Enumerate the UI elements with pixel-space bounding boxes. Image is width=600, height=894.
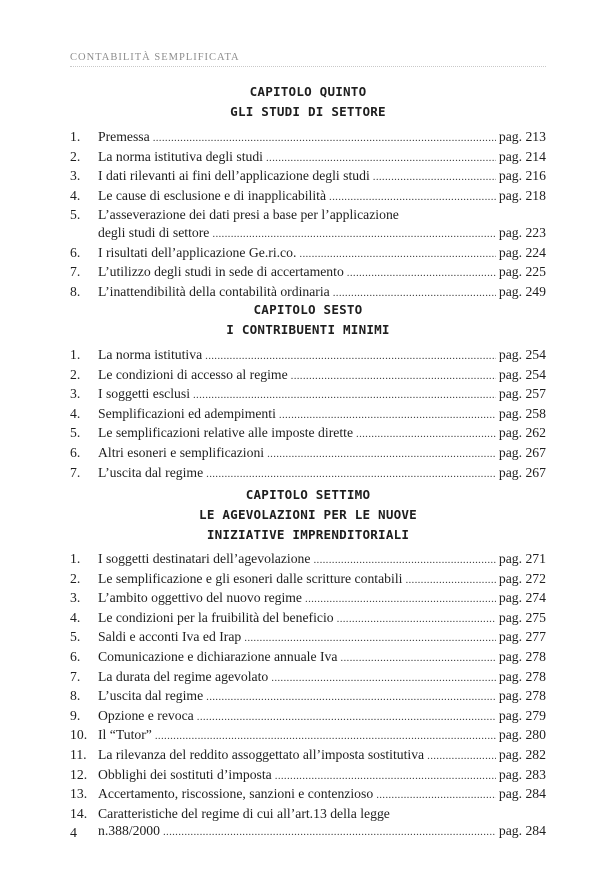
entry-title: L’inattendibilità della contabilità ordinaria xyxy=(98,283,330,299)
entry-page: pag. 278 xyxy=(498,688,546,704)
chapter-title: GLI STUDI DI SETTORE xyxy=(230,104,386,119)
entry-title: Opzione e revoca xyxy=(98,707,194,723)
entry-title: L’asseverazione dei dati presi a base per l’applicazione xyxy=(98,207,399,223)
entry-number: 1. xyxy=(70,347,81,362)
entry-page: pag. 284 xyxy=(498,823,546,839)
entry-number: 6. xyxy=(70,648,81,664)
dot-leader xyxy=(405,572,495,590)
entry-page: pag. 284 xyxy=(498,786,546,802)
entry-page: pag. 267 xyxy=(498,444,546,460)
dot-leader xyxy=(340,650,495,668)
toc-entry xyxy=(70,726,546,746)
entry-title: Accertamento, riscossione, sanzioni e contenzioso xyxy=(98,786,374,802)
entry-number: 3. xyxy=(70,168,81,184)
entry-title: degli studi di settore xyxy=(98,224,210,240)
entry-title: I soggetti destinatari dell’agevolazione xyxy=(98,551,311,566)
entry-title: I risultati dell’applicazione Ge.ri.co. xyxy=(98,244,297,260)
entry-title: Le condizioni di accesso al regime xyxy=(98,366,288,382)
toc-entry xyxy=(70,648,546,668)
entry-page: pag. 213 xyxy=(498,129,546,144)
toc-entry xyxy=(70,148,546,168)
entry-title: Premessa xyxy=(98,129,150,144)
toc-list-chapter-6 xyxy=(70,346,546,483)
entry-number: 6. xyxy=(70,444,81,460)
toc-entry xyxy=(70,609,546,629)
entry-title: Saldi e acconti Iva ed Irap xyxy=(98,629,242,645)
entry-title: La durata del regime agevolato xyxy=(98,668,269,684)
dot-leader xyxy=(291,368,496,386)
entry-number: 5. xyxy=(70,207,81,223)
entry-page: pag. 279 xyxy=(498,707,546,723)
entry-page: pag. 257 xyxy=(498,386,546,402)
dot-leader xyxy=(244,630,496,648)
dot-leader xyxy=(266,150,496,168)
entry-number: 7. xyxy=(70,264,81,280)
entry-number: 11. xyxy=(70,746,87,762)
entry-title: La rilevanza del reddito assoggettato all’imposta sostitutiva xyxy=(98,746,425,762)
chapter-number: CAPITOLO SETTIMO xyxy=(245,487,371,502)
toc-entry xyxy=(70,244,546,264)
entry-number: 2. xyxy=(70,570,81,586)
toc-entry xyxy=(70,707,546,727)
entry-title: I dati rilevanti ai fini dell’applicazione degli studi xyxy=(98,168,370,184)
dot-leader xyxy=(212,226,495,244)
entry-number: 8. xyxy=(70,283,81,299)
entry-title: Semplificazioni ed adempimenti xyxy=(98,405,276,421)
entry-number: 14. xyxy=(70,805,88,821)
toc-entry xyxy=(70,346,546,366)
dot-leader xyxy=(329,189,496,207)
toc-entry xyxy=(70,128,546,148)
toc-entry xyxy=(70,668,546,688)
entry-page: pag. 278 xyxy=(498,668,546,684)
entry-number: 4. xyxy=(70,609,81,625)
chapter-title: I CONTRIBUENTI MINIMI xyxy=(226,322,390,337)
toc-entry xyxy=(70,263,546,283)
entry-number: 13. xyxy=(70,786,88,802)
entry-title: n.388/2000 xyxy=(98,823,160,839)
dot-leader xyxy=(337,611,496,629)
toc-entry xyxy=(70,424,546,444)
dot-leader xyxy=(163,824,496,842)
toc-entry xyxy=(70,766,546,786)
dot-leader xyxy=(206,689,496,707)
dot-leader xyxy=(267,446,496,464)
entry-title: Le cause di esclusione e di inapplicabilità xyxy=(98,187,327,203)
entry-number: 4. xyxy=(70,405,81,421)
entry-page: pag. 272 xyxy=(498,570,546,586)
dot-leader xyxy=(279,407,496,425)
dot-leader xyxy=(155,728,496,746)
entry-number: 2. xyxy=(70,366,81,382)
entry-title: La norma istitutiva xyxy=(98,347,203,362)
entry-page: pag. 262 xyxy=(498,425,546,441)
entry-title: Le condizioni per la fruibilità del beneficio xyxy=(98,609,334,625)
dot-leader xyxy=(205,348,496,366)
toc-entry xyxy=(70,785,546,805)
entry-title: Le semplificazioni relative alle imposte dirette xyxy=(98,425,354,441)
entry-number: 7. xyxy=(70,464,81,480)
entry-number: 9. xyxy=(70,707,81,723)
entry-title: L’utilizzo degli studi in sede di accertamento xyxy=(98,264,344,280)
dot-leader xyxy=(193,387,496,405)
page-number: 4 xyxy=(70,826,77,841)
dot-leader xyxy=(197,709,496,727)
entry-page: pag. 249 xyxy=(498,283,546,299)
entry-page: pag. 280 xyxy=(498,727,546,743)
entry-number: 5. xyxy=(70,425,81,441)
entry-title: L’uscita dal regime xyxy=(98,688,204,704)
dot-leader xyxy=(427,748,496,766)
entry-title: Altri esoneri e semplificazioni xyxy=(98,444,265,460)
dot-leader xyxy=(206,466,496,484)
entry-number: 4. xyxy=(70,187,81,203)
entry-page: pag. 277 xyxy=(498,629,546,645)
toc-entry xyxy=(70,746,546,766)
toc-entry xyxy=(70,687,546,707)
dot-leader xyxy=(271,670,496,688)
entry-title: La norma istitutiva degli studi xyxy=(98,148,263,164)
entry-number: 5. xyxy=(70,629,81,645)
dot-leader xyxy=(356,426,496,444)
toc-entry xyxy=(70,589,546,609)
entry-number: 3. xyxy=(70,590,81,606)
entry-page: pag. 258 xyxy=(498,405,546,421)
entry-page: pag. 254 xyxy=(498,347,546,362)
entry-page: pag. 274 xyxy=(498,590,546,606)
chapter-number: CAPITOLO QUINTO xyxy=(249,84,367,99)
dot-leader xyxy=(299,246,495,264)
entry-number: 6. xyxy=(70,244,81,260)
entry-title: Obblighi dei sostituti d’imposta xyxy=(98,766,272,782)
toc-entry xyxy=(70,444,546,464)
toc-entry xyxy=(70,366,546,386)
chapter-number: CAPITOLO SESTO xyxy=(253,302,363,317)
chapter-title: LE AGEVOLAZIONI PER LE NUOVE xyxy=(199,507,417,522)
dot-leader xyxy=(153,130,496,148)
entry-page: pag. 214 xyxy=(498,148,546,164)
entry-title: Il “Tutor” xyxy=(98,727,152,743)
toc-entry xyxy=(70,805,546,842)
entry-page: pag. 218 xyxy=(498,187,546,203)
entry-page: pag. 275 xyxy=(498,609,546,625)
entry-page: pag. 254 xyxy=(498,366,546,382)
dot-leader xyxy=(275,768,496,786)
entry-title: L’uscita dal regime xyxy=(98,464,204,480)
entry-page: pag. 283 xyxy=(498,766,546,782)
toc-list-chapter-7 xyxy=(70,550,546,842)
running-head: CONTABILITÀ SEMPLIFICATA xyxy=(70,52,546,67)
entry-title: Comunicazione e dichiarazione annuale Iva xyxy=(98,648,338,664)
entry-number: 8. xyxy=(70,688,81,704)
entry-number: 7. xyxy=(70,668,81,684)
entry-page: pag. 271 xyxy=(498,551,546,566)
toc-entry xyxy=(70,550,546,570)
entry-title: I soggetti esclusi xyxy=(98,386,190,402)
entry-page: pag. 278 xyxy=(498,648,546,664)
entry-title: Caratteristiche del regime di cui all’art.13 della legge xyxy=(98,805,390,821)
toc-entry xyxy=(70,570,546,590)
dot-leader xyxy=(313,552,495,570)
entry-page: pag. 223 xyxy=(498,224,546,240)
toc-entry xyxy=(70,167,546,187)
entry-number: 1. xyxy=(70,129,81,144)
entry-number: 3. xyxy=(70,386,81,402)
toc-entry xyxy=(70,628,546,648)
entry-page: pag. 225 xyxy=(498,264,546,280)
entry-number: 2. xyxy=(70,148,81,164)
entry-number: 10. xyxy=(70,727,88,743)
dot-leader xyxy=(373,169,496,187)
toc-list-chapter-5 xyxy=(70,128,546,302)
entry-title: Le semplificazione e gli esoneri dalle scritture contabili xyxy=(98,570,403,586)
dot-leader xyxy=(305,591,496,609)
dot-leader xyxy=(376,787,496,805)
entry-title: L’ambito oggettivo del nuovo regime xyxy=(98,590,303,606)
entry-page: pag. 224 xyxy=(498,244,546,260)
entry-page: pag. 216 xyxy=(498,168,546,184)
chapter-heading-7 xyxy=(70,485,546,545)
dot-leader xyxy=(347,265,496,283)
chapter-heading-5 xyxy=(70,82,546,122)
toc-entry xyxy=(70,385,546,405)
chapter-heading-6 xyxy=(70,300,546,340)
entry-page: pag. 267 xyxy=(498,464,546,480)
toc-entry xyxy=(70,206,546,243)
toc-entry xyxy=(70,405,546,425)
entry-page: pag. 282 xyxy=(498,746,546,762)
toc-entry xyxy=(70,187,546,207)
chapter-title-continued: INIZIATIVE IMPRENDITORIALI xyxy=(206,527,410,542)
toc-entry xyxy=(70,464,546,484)
entry-number: 12. xyxy=(70,766,88,782)
entry-number: 1. xyxy=(70,551,81,566)
